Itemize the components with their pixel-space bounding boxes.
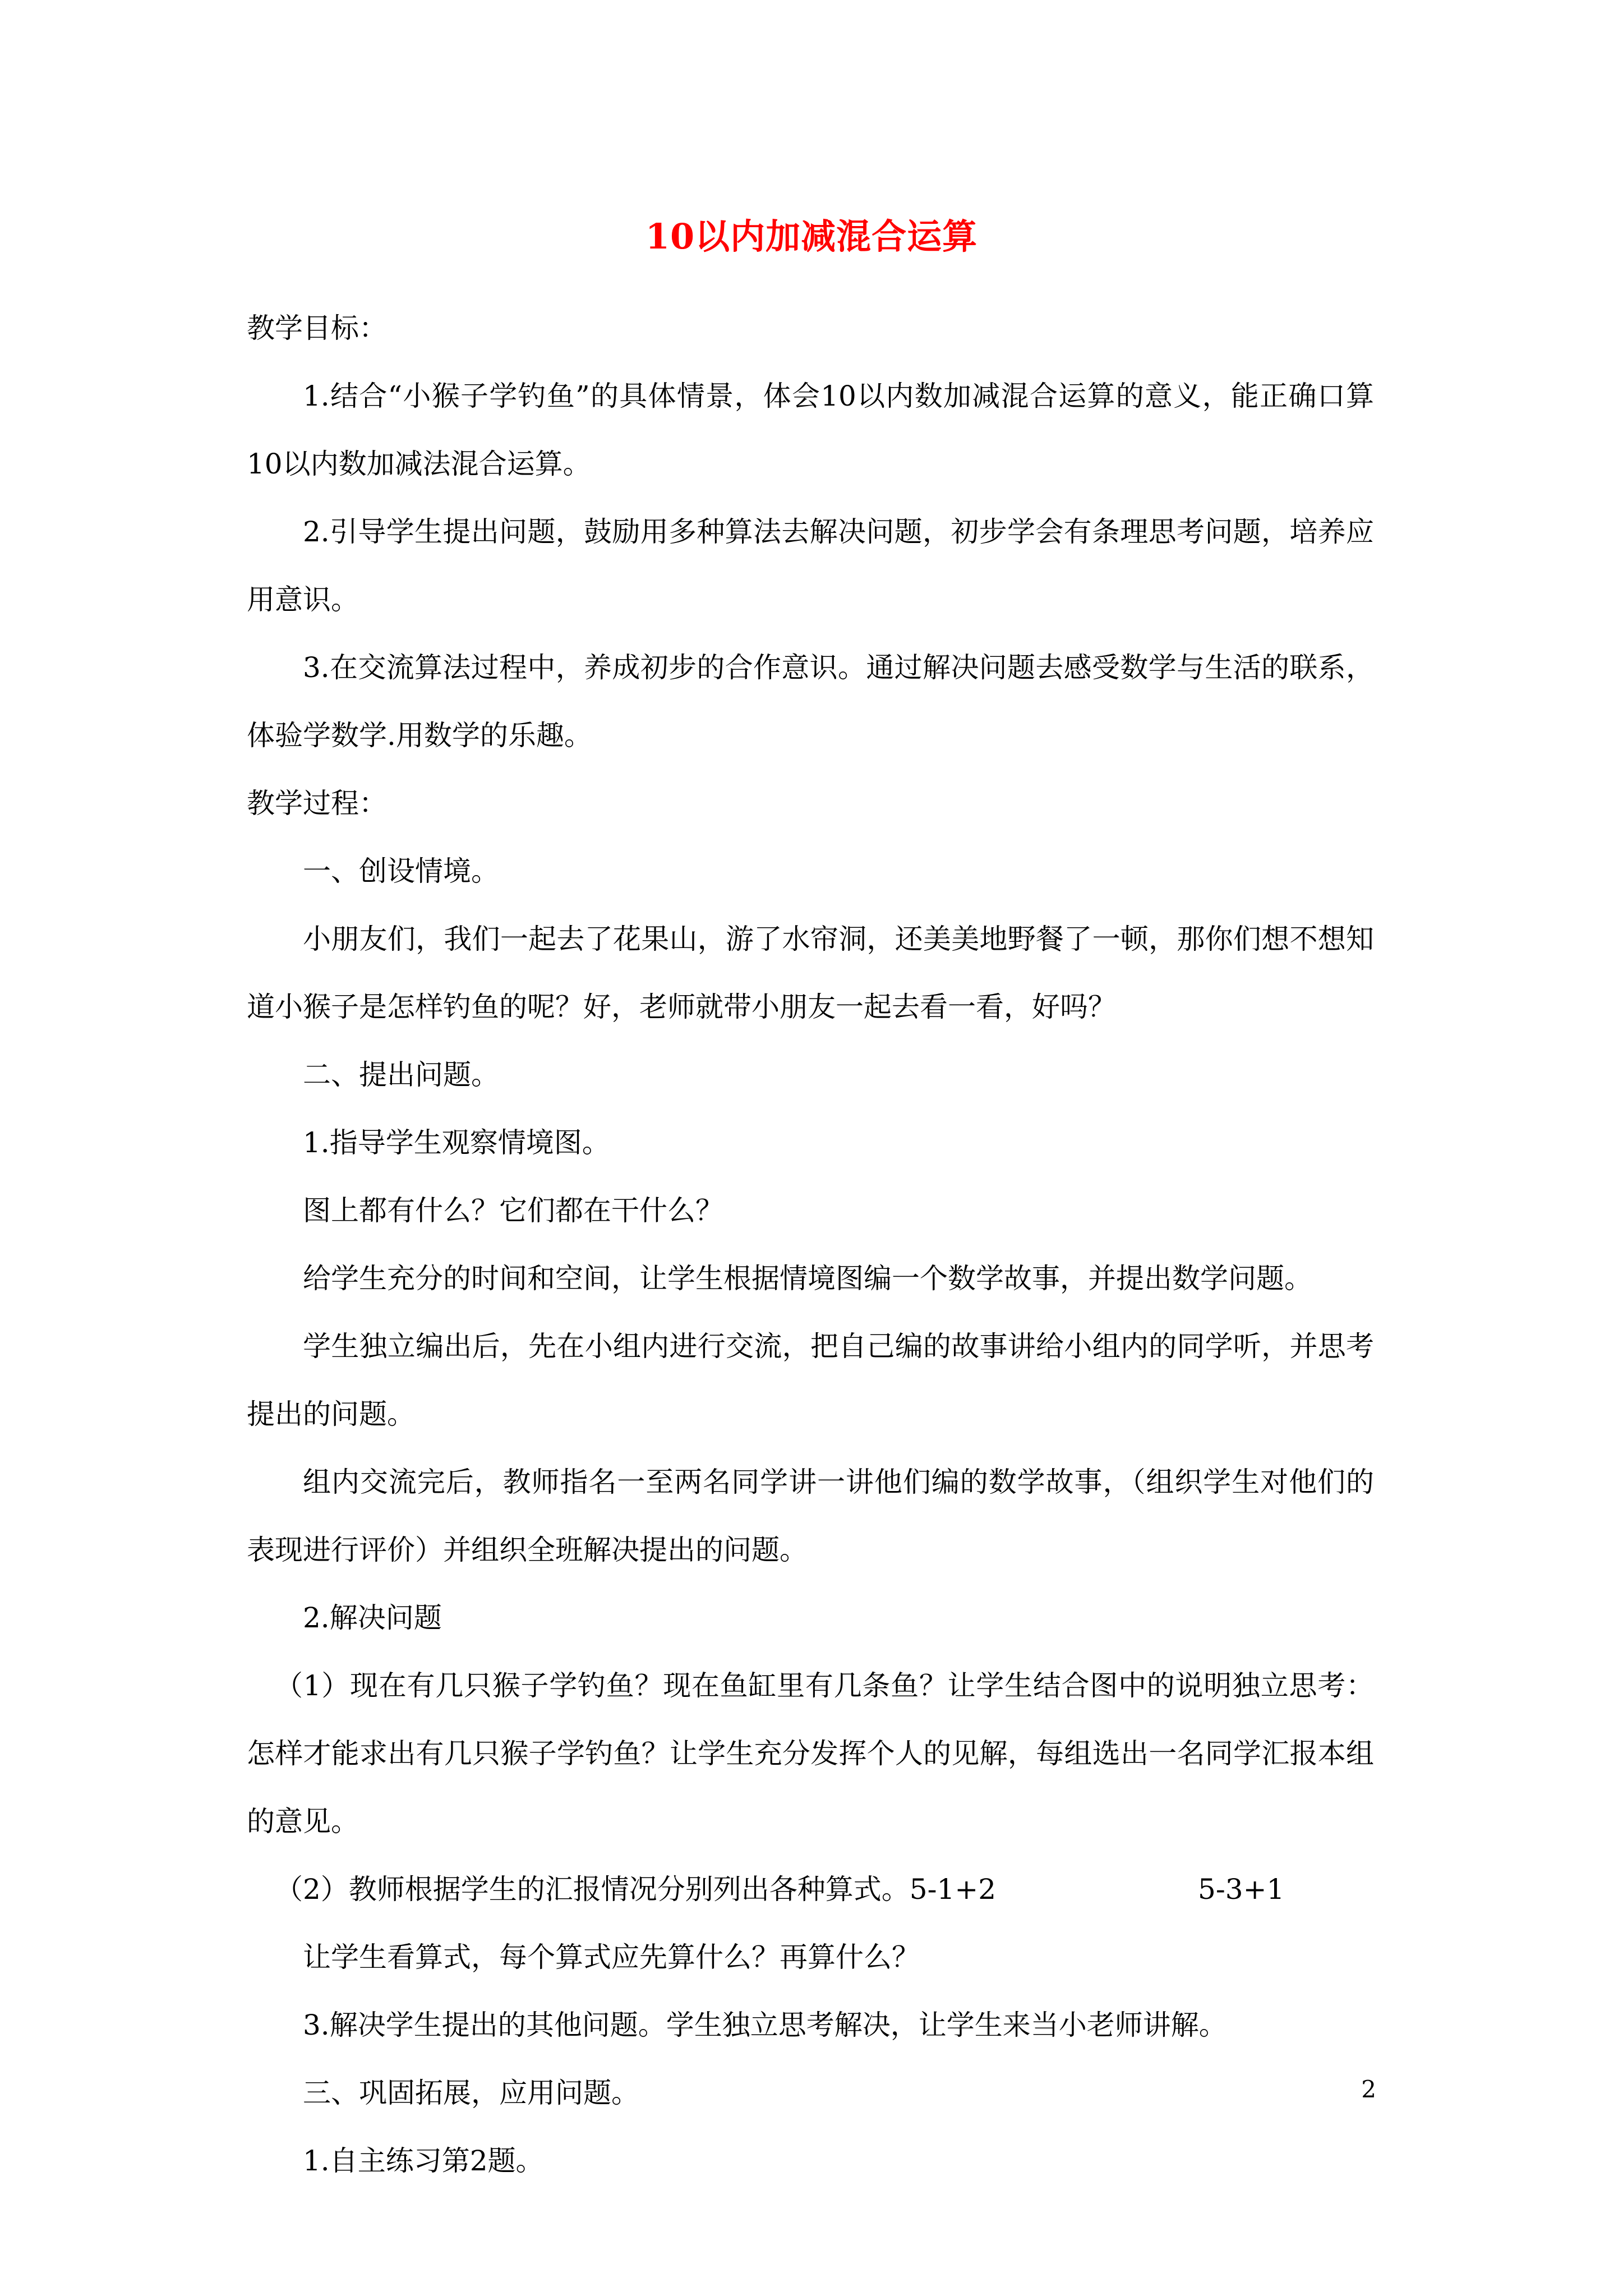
paragraph-section-2-heading: 二、提出问题。 <box>303 1059 499 1091</box>
page-number: 2 <box>1361 2076 1376 2103</box>
paragraph-step-1: 1.指导学生观察情境图。 <box>303 1126 610 1159</box>
paragraph-class-discussion: 组内交流完后，教师指名一至两名同学讲一讲他们编的数学故事，（组织学生对他们的表现进行评价）并组织全班解决提出的问题。 <box>247 1466 1374 1566</box>
paragraph-step-3: 3.解决学生提出的其他问题。学生独立思考解决，让学生来当小老师讲解。 <box>303 2009 1227 2041</box>
paragraph-section-1-heading: 一、创设情境。 <box>303 855 499 887</box>
paragraph-process-heading: 教学过程： <box>247 787 387 820</box>
paragraph-objective-1: 1.结合“小猴子学钓鱼”的具体情景，体会10以内数加减混合运算的意义，能正确口算10以内数加减法混合运算。 <box>247 380 1374 480</box>
paragraph-question: 图上都有什么？它们都在干什么？ <box>303 1194 723 1227</box>
paragraph-section-3-heading: 三、巩固拓展，应用问题。 <box>303 2077 639 2109</box>
paragraph-order-question: 让学生看算式，每个算式应先算什么？再算什么？ <box>303 1941 920 1973</box>
paragraph-step-2: 2.解决问题 <box>303 1602 442 1634</box>
paragraph-objectives-heading: 教学目标： <box>247 312 387 344</box>
paragraph-section-1-body: 小朋友们，我们一起去了花果山，游了水帘洞，还美美地野餐了一顿，那你们想不想知道小猴子是怎样钓鱼的呢？好，老师就带小朋友一起去看一看，好吗？ <box>247 923 1374 1023</box>
paragraph-substep-1: （1）现在有几只猴子学钓鱼？现在鱼缸里有几条鱼？让学生结合图中的说明独立思考：怎样才能求出有几只猴子学钓鱼？让学生充分发挥个人的见解，每组选出一名同学汇报本组的意见。 <box>247 1669 1374 1838</box>
paragraph-group-exchange: 学生独立编出后，先在小组内进行交流，把自己编的故事讲给小组内的同学听，并思考提出的问题。 <box>247 1330 1374 1430</box>
paragraph-story-task: 给学生充分的时间和空间，让学生根据情境图编一个数学故事，并提出数学问题。 <box>303 1262 1312 1295</box>
formula-2: 5-3+1 <box>1198 1873 1285 1906</box>
paragraph-objective-2: 2.引导学生提出问题，鼓励用多种算法去解决问题，初步学会有条理思考问题，培养应用意识。 <box>247 516 1374 616</box>
paragraph-substep-2 <box>247 1856 1374 1924</box>
substep-2-text: （2）教师根据学生的汇报情况分别列出各种算式。5-1+2 <box>275 1873 997 1906</box>
page-title: 10以内加减混合运算 <box>645 216 978 257</box>
paragraph-objective-3: 3.在交流算法过程中，养成初步的合作意识。通过解决问题去感受数学与生活的联系，体验学数学.用数学的乐趣。 <box>247 651 1374 752</box>
paragraph-practice-1: 1.自主练习第2题。 <box>303 2145 544 2177</box>
document-body <box>247 295 1374 2195</box>
